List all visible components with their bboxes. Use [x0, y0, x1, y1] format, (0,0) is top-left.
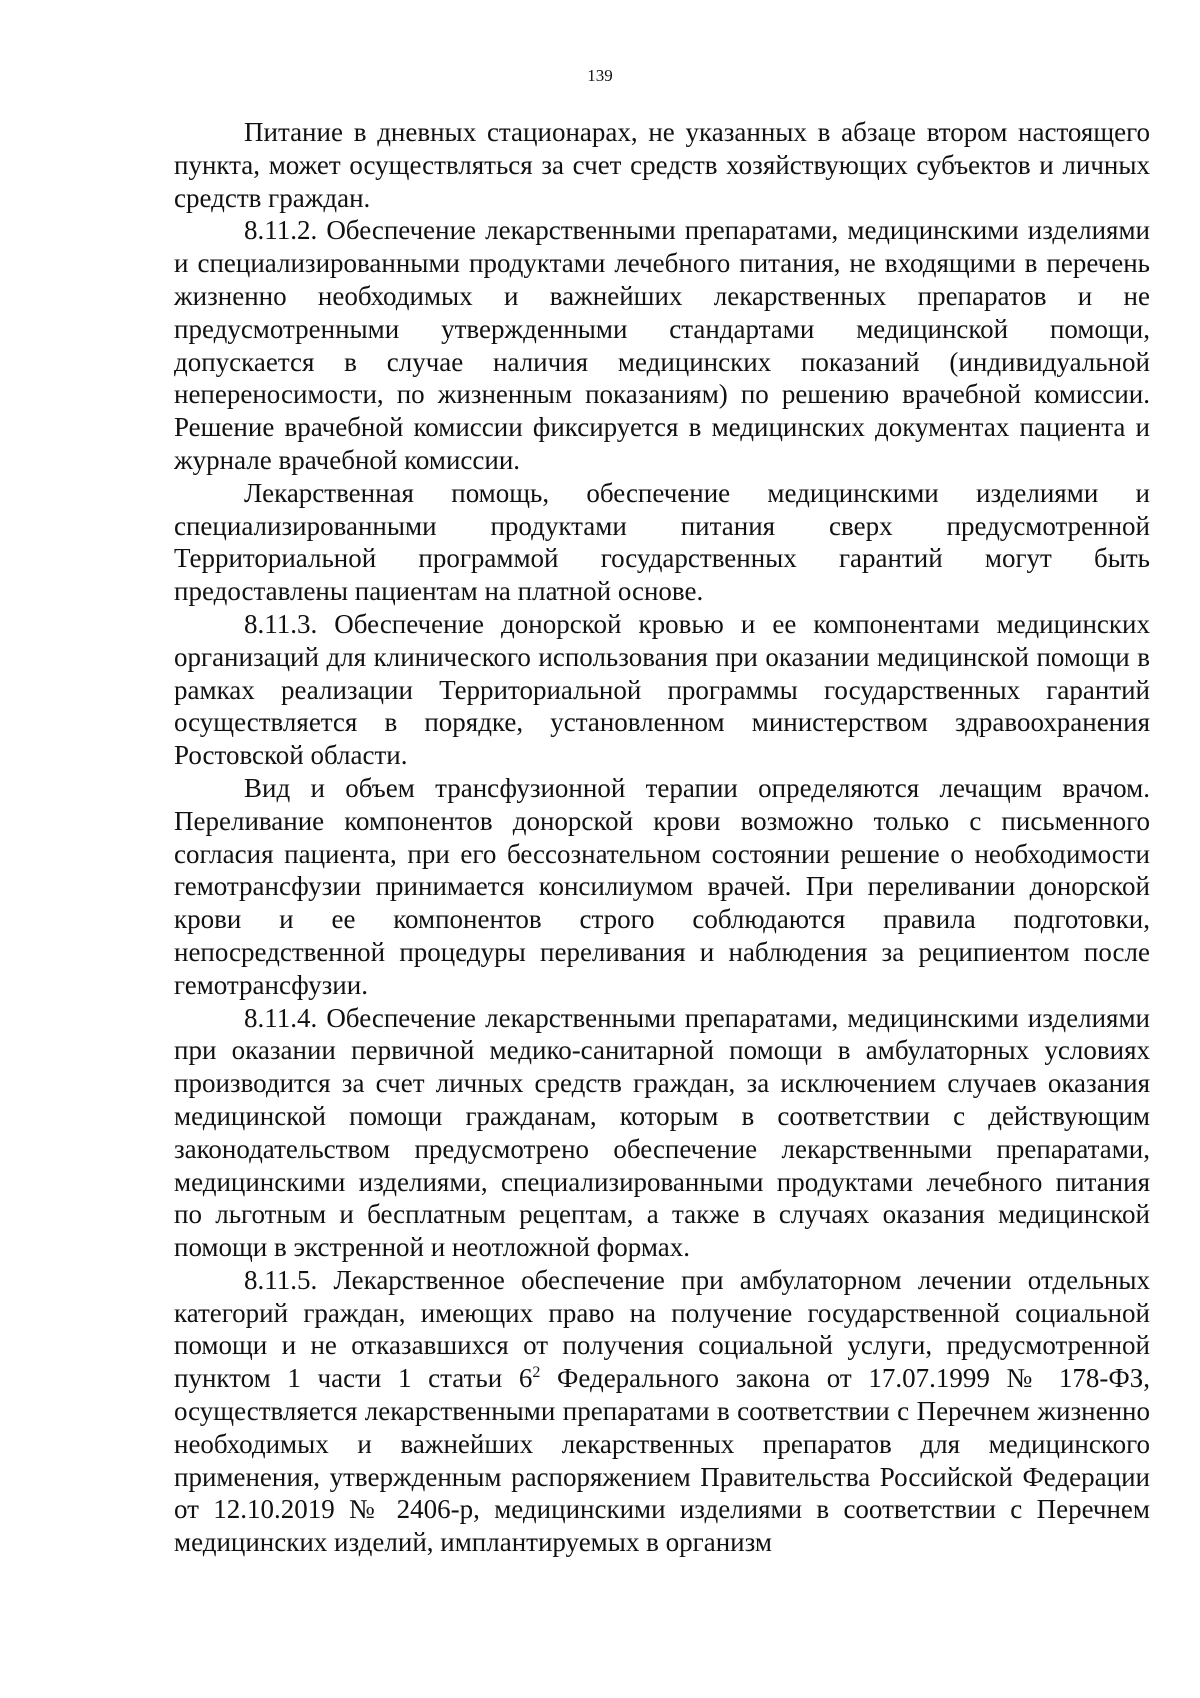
- page-number: 139: [587, 66, 613, 85]
- paragraph-8-11-5: [174, 1264, 1150, 1559]
- superscript-mark: 2: [532, 1364, 541, 1382]
- paragraph-8-11-4: 8.11.4. Обеспечение лекарственными препаратами, медицинскими изделиями при оказании первичной медико-санитарной помощи в амбулаторных условиях производится за счет личных средств граждан, за исключением случаев оказания медицинской помощи гражданам, которым в соответствии с действующим законодательством предусмотрено обеспечение лекарственными препаратами, медицинскими изделиями, специализированными продуктами лечебного питания по льготным и бесплатным рецептам, а также в случаях оказания медицинской помощи в экстренной и неотложной формах.: [174, 1002, 1150, 1263]
- paragraph-paid-assistance: Лекарственная помощь, обеспечение медицинскими изделиями и специализированными продуктами питания сверх предусмотренной Территориальной программой государственных гарантий могут быть предоставлены пациентам на платной основе.: [174, 477, 1150, 607]
- paragraph-8-11-3: 8.11.3. Обеспечение донорской кровью и ее компонентами медицинских организаций для клинического использования при оказании медицинской помощи в рамках реализации Территориальной программы государственных гарантий осуществляется в порядке, установленном министерством здравоохранения Ростовской области.: [174, 608, 1150, 771]
- paragraph-day-hospital-nutrition: Питание в дневных стационарах, не указанных в абзаце втором настоящего пункта, может осуществляться за счет средств хозяйствующих субъектов и личных средств граждан.: [174, 117, 1150, 213]
- paragraph-8-11-5-end: Федерального закона от 17.07.1999 № 178-ФЗ, осуществляется лекарственными препаратами в соответствии с Перечнем жизненно необходимых и важнейших лекарственных препаратов для медицинского применения, утвержденным распоряжением Правительства Российской Федерации от 12.10.2019 № 2406-р, медицинскими изделиями в соответствии с Перечнем медицинских изделий, имплантируемых в организм: [174, 1363, 1150, 1558]
- paragraph-8-11-2: 8.11.2. Обеспечение лекарственными препаратами, медицинскими изделиями и специализированными продуктами лечебного питания, не входящими в перечень жизненно необходимых и важнейших лекарственных препаратов и не предусмотренными утвержденными стандартами медицинской помощи, допускается в случае наличия медицинских показаний (индивидуальной непереносимости, по жизненным показаниям) по решению врачебной комиссии. Решение врачебной комиссии фиксируется в медицинских документах пациента и журнале врачебной комиссии.: [174, 215, 1150, 475]
- document-body: [174, 116, 1150, 1559]
- paragraph-8-11-5-start: 8.11.5. Лекарственное обеспечение при амбулаторном лечении отдельных категорий граждан, имеющих право на получение государственной социальной помощи и не отказавшихся от получения социальной услуги, предусмотренной пунктом 1 части 1 статьи 6: [174, 1264, 1150, 1394]
- paragraph-transfusion: Вид и объем трансфузионной терапии определяются лечащим врачом. Переливание компонентов донорской крови возможно только с письменного согласия пациента, при его бессознательном состоянии решение о необходимости гемотрансфузии принимается консилиумом врачей. При переливании донорской крови и ее компонентов строго соблюдаются правила подготовки, непосредственной процедуры переливания и наблюдения за реципиентом после гемотрансфузии.: [174, 772, 1150, 1000]
